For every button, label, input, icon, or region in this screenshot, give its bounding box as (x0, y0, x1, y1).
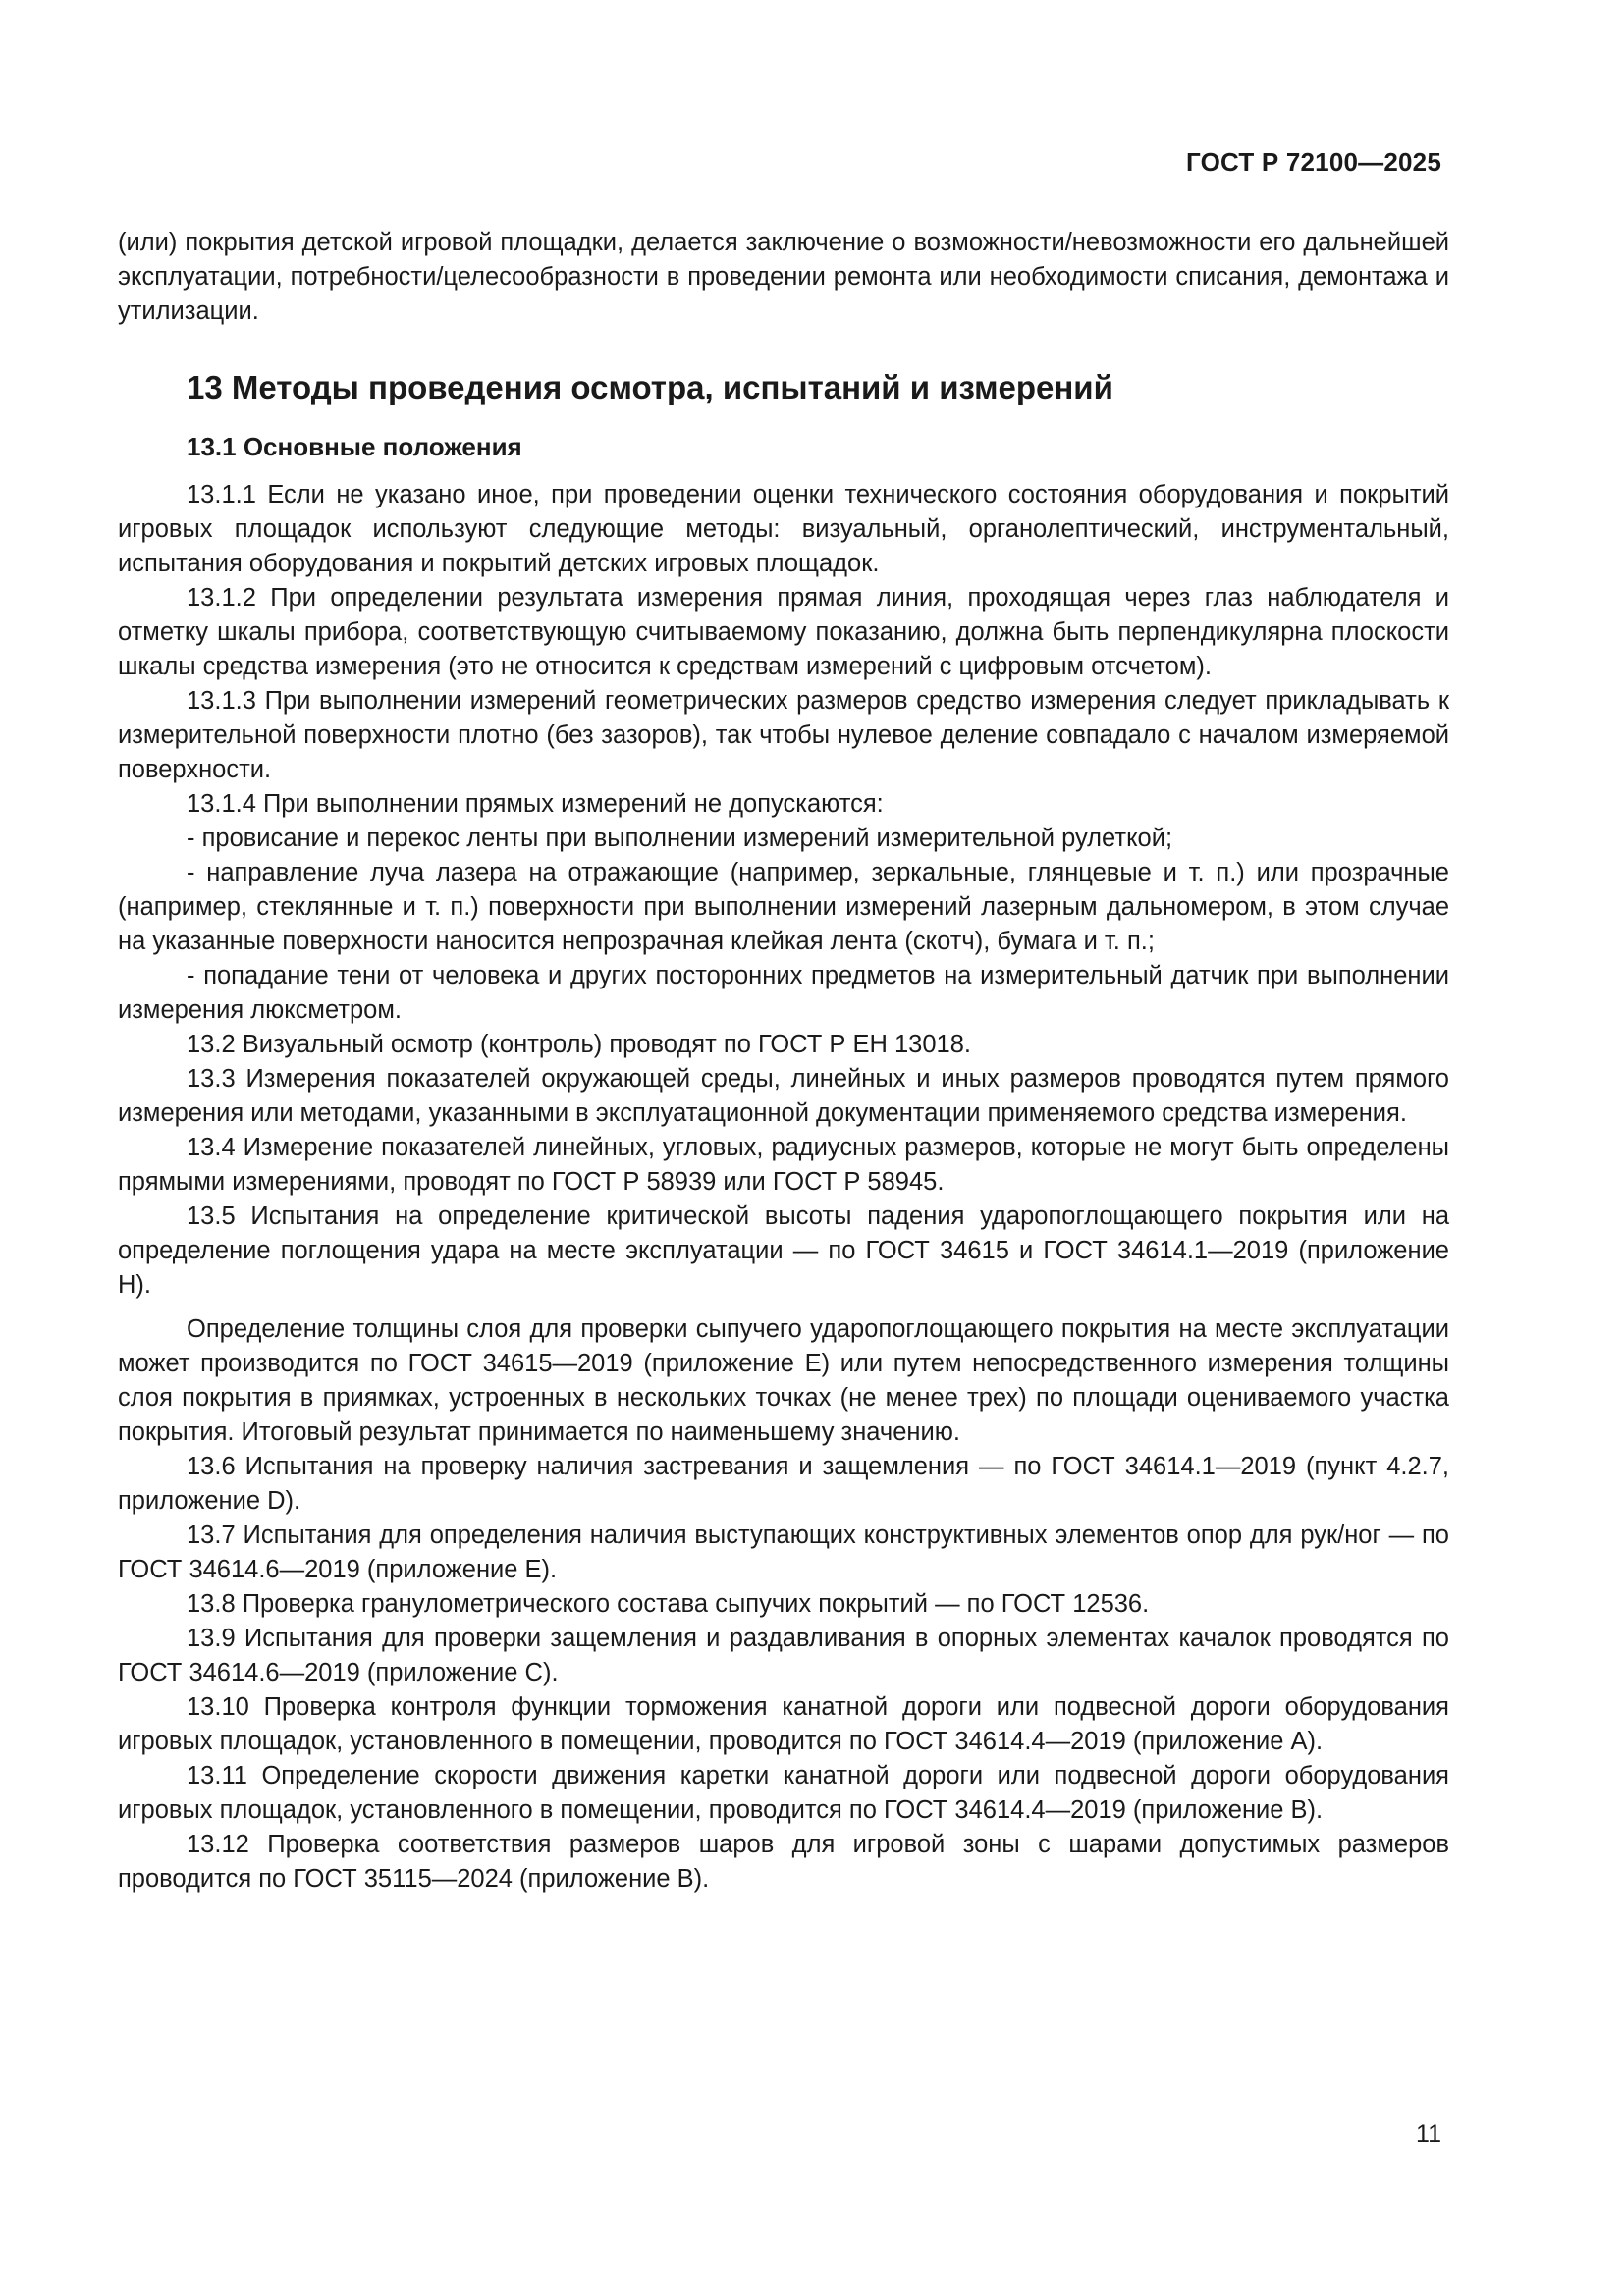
paragraph-13-1-2: 13.1.2 При определении результата измерения прямая линия, проходящая через глаз наблюдателя и отметку шкалы прибора, соответствующую считываемому показанию, должна быть перпендикулярна плоскости шкалы средства измерения (это не относится к средствам измерений с цифровым отсчетом). (118, 584, 1449, 680)
paragraph-13-1-3: 13.1.3 При выполнении измерений геометрических размеров средство измерения следует прикладывать к измерительной поверхности плотно (без зазоров), так чтобы нулевое деление совпадало с началом измеряемой поверхности. (118, 687, 1449, 783)
paragraph-13-4: 13.4 Измерение показателей линейных, угловых, радиусных размеров, которые не могут быть определены прямыми измерениями, проводят по ГОСТ Р 58939 или ГОСТ Р 58945. (118, 1134, 1449, 1196)
paragraph-13-10: 13.10 Проверка контроля функции торможения канатной дороги или подвесной дороги оборудования игровых площадок, установленного в помещении, проводится по ГОСТ 34614.4—2019 (приложение А). (118, 1693, 1449, 1755)
intro-paragraph: (или) покрытия детской игровой площадки, делается заключение о возможности/невозможности его дальнейшей эксплуатации, потребности/целесообразности в проведении ремонта или необходимости списания, демонтажа и утилизации. (118, 229, 1449, 325)
list-item: - попадание тени от человека и других посторонних предметов на измерительный датчик при выполнении измерения люксметром. (118, 962, 1449, 1024)
paragraph-13-3: 13.3 Измерения показателей окружающей среды, линейных и иных размеров проводятся путем прямого измерения или методами, указанными в эксплуатационной документации применяемого средства измерения. (118, 1065, 1449, 1127)
paragraph-13-1-1: 13.1.1 Если не указано иное, при проведении оценки технического состояния оборудования и покрытий игровых площадок используют следующие методы: визуальный, органолептический, инструментальный, испытания оборудования и покрытий детских игровых площадок. (118, 481, 1449, 577)
page-number: 11 (1416, 2120, 1441, 2148)
paragraph-13-5: 13.5 Испытания на определение критической высоты падения ударопоглощающего покрытия или на определение поглощения удара на месте эксплуатации — по ГОСТ 34615 и ГОСТ 34614.1—2019 (приложение Н). (118, 1202, 1449, 1299)
paragraph-13-11: 13.11 Определение скорости движения каретки канатной дороги или подвесной дороги оборудования игровых площадок, установленного в помещении, проводится по ГОСТ 34614.4—2019 (приложение В). (118, 1762, 1449, 1824)
paragraph-13-5-continuation: Определение толщины слоя для проверки сыпучего ударопоглощающего покрытия на месте эксплуатации может производится по ГОСТ 34615—2019 (приложение Е) или путем непосредственного измерения толщины слоя покрытия в приямках, устроенных в нескольких точках (не менее трех) по площади оцениваемого участка покрытия. Итоговый результат принимается по наименьшему значению. (118, 1315, 1449, 1446)
section-title: 13 Методы проведения осмотра, испытаний и измерений (187, 369, 1113, 405)
paragraph-13-7: 13.7 Испытания для определения наличия выступающих конструктивных элементов опор для рук/ног — по ГОСТ 34614.6—2019 (приложение Е). (118, 1522, 1449, 1583)
page-content (118, 226, 1449, 1896)
paragraph-13-6: 13.6 Испытания на проверку наличия застревания и защемления — по ГОСТ 34614.1—2019 (пункт 4.2.7, приложение D). (118, 1453, 1449, 1515)
document-code-header: ГОСТ Р 72100—2025 (1186, 147, 1441, 177)
paragraph-13-8: 13.8 Проверка гранулометрического состава сыпучих покрытий — по ГОСТ 12536. (187, 1590, 1150, 1618)
list-item: - провисание и перекос ленты при выполнении измерений измерительной рулеткой; (187, 825, 1173, 852)
paragraph-13-9: 13.9 Испытания для проверки защемления и раздавливания в опорных элементах качалок проводятся по ГОСТ 34614.6—2019 (приложение С). (118, 1625, 1449, 1686)
list-item: - направление луча лазера на отражающие (например, зеркальные, глянцевые и т. п.) или прозрачные (например, стеклянные и т. п.) поверхности при выполнении измерений лазерным дальномером, в этом случае на указанные поверхности наносится непрозрачная клейкая лента (скотч), бумага и т. п.; (118, 859, 1449, 955)
paragraph-13-12: 13.12 Проверка соответствия размеров шаров для игровой зоны с шарами допустимых размеров проводится по ГОСТ 35115—2024 (приложение В). (118, 1831, 1449, 1893)
subsection-title: 13.1 Основные положения (187, 432, 522, 461)
paragraph-13-1-4: 13.1.4 При выполнении прямых измерений не допускаются: (187, 790, 884, 818)
paragraph-13-2: 13.2 Визуальный осмотр (контроль) проводят по ГОСТ Р ЕН 13018. (187, 1031, 971, 1058)
